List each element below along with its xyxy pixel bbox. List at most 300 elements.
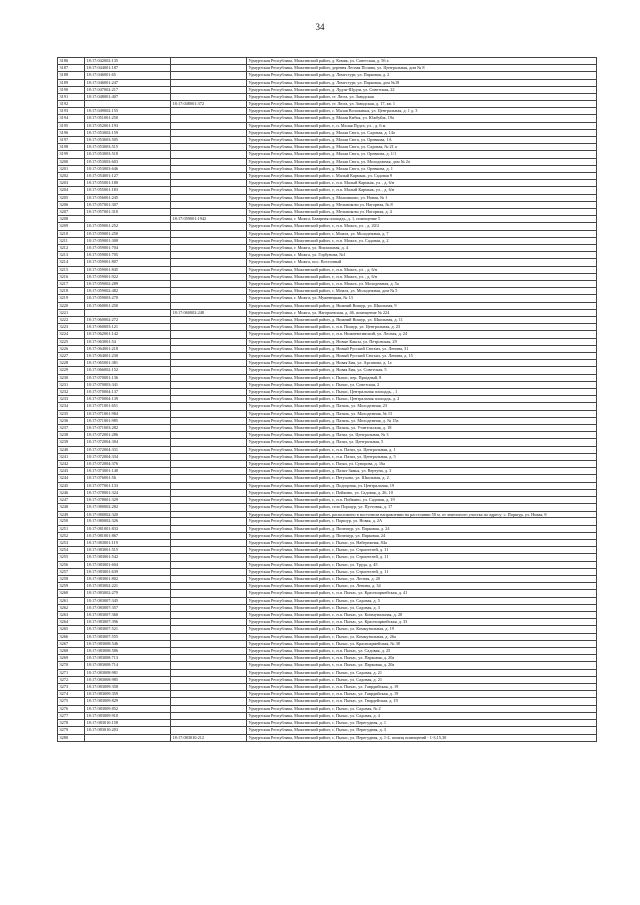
cadastral-number-cell: 18:17:060003:121 <box>85 324 171 331</box>
building-cadastral-cell: 18:17:048001:372 <box>171 101 247 108</box>
building-cadastral-cell <box>171 604 247 611</box>
cadastral-number-cell: 18:17:083007:357 <box>85 604 171 611</box>
cadastral-number-cell: 18:17:059002:289 <box>85 281 171 288</box>
row-number-cell: 3208 <box>58 216 85 223</box>
building-cadastral-cell <box>171 208 247 215</box>
cadastral-number-cell: 18:17:053003:518 <box>85 151 171 158</box>
address-cell: Удмуртская Республика, г. Можга, ул. Мужевецкая, № 13 <box>247 295 597 302</box>
building-cadastral-cell <box>171 518 247 525</box>
table-row <box>58 619 597 626</box>
address-cell: Удмуртская Республика, Можгинский район, с. Малая Воложикья, ул. Центральная, д. 1 д. 3 <box>247 108 597 115</box>
cadastral-number-cell: 18:17:059001:705 <box>85 252 171 259</box>
cadastral-number-cell: 18:17:046001:247 <box>85 79 171 86</box>
building-cadastral-cell <box>171 252 247 259</box>
building-cadastral-cell <box>171 698 247 705</box>
address-cell: Удмуртская Республика, Можгинский район, с. Пазял, ул. Суворова, д. 16а <box>247 461 597 468</box>
address-cell: Удмуртская Республика, Можгинский район, с. Можга, ул. Молодежная, дом № 5 <box>247 288 597 295</box>
row-number-cell: 3269 <box>58 655 85 662</box>
building-cadastral-cell <box>171 568 247 575</box>
address-cell: Удмуртская Республика, Можгинский район, д. Малая Сюга, ул. Оревкова, 1А <box>247 136 597 143</box>
table-row <box>58 396 597 403</box>
cadastral-number-cell: 18:17:060002:272 <box>85 317 171 324</box>
building-cadastral-cell <box>171 281 247 288</box>
cadastral-number-cell: 18:17:059001:252 <box>85 223 171 230</box>
table-row <box>58 72 597 79</box>
building-cadastral-cell <box>171 504 247 511</box>
address-cell: Удмуртская Республика, Можгинский район, д. Комяк, ул. Советская, д. 56 а <box>247 58 597 65</box>
building-cadastral-cell <box>171 590 247 597</box>
table-row <box>58 65 597 72</box>
building-cadastral-cell <box>171 187 247 194</box>
row-number-cell: 3195 <box>58 122 85 129</box>
table-row <box>58 353 597 360</box>
address-cell: Удмуртская Республика, Можгинский район, ст. Люга, ул. Заводская, д. 17, кв. 1 <box>247 101 597 108</box>
table-row <box>58 230 597 237</box>
cadastral-number-cell: 18:17:083001:515 <box>85 547 171 554</box>
cadastral-number-cell: 18:17:083009:852 <box>85 705 171 712</box>
building-cadastral-cell <box>171 576 247 583</box>
cadastral-number-cell: 18:17:083007:345 <box>85 597 171 604</box>
cadastral-number-cell <box>85 216 171 223</box>
address-cell: Удмуртская Республика, г. Можга, ул. Горбунова, №1 <box>247 252 597 259</box>
table-row <box>58 504 597 511</box>
building-cadastral-cell <box>171 338 247 345</box>
table-row <box>58 101 597 108</box>
cadastral-number-cell: 18:17:083008:586 <box>85 648 171 655</box>
row-number-cell: 3274 <box>58 691 85 698</box>
cadastral-number-cell: 18:17:080002:326 <box>85 518 171 525</box>
cadastral-number-cell: 18:17:054001:127 <box>85 172 171 179</box>
table-row <box>58 194 597 201</box>
cadastral-number-cell: 18:17:064001:230 <box>85 353 171 360</box>
table-row <box>58 223 597 230</box>
building-cadastral-cell <box>171 317 247 324</box>
building-cadastral-cell <box>171 144 247 151</box>
row-number-cell: 3196 <box>58 129 85 136</box>
row-number-cell: 3279 <box>58 727 85 734</box>
row-number-cell: 3229 <box>58 367 85 374</box>
row-number-cell: 3273 <box>58 684 85 691</box>
cadastral-number-cell: 18:17:057001:310 <box>85 208 171 215</box>
building-cadastral-cell <box>171 180 247 187</box>
row-number-cell: 3222 <box>58 317 85 324</box>
cadastral-number-cell: 18:17:071003:282 <box>85 425 171 432</box>
row-number-cell: 3241 <box>58 453 85 460</box>
cadastral-number-cell: 18:17:083008:981 <box>85 669 171 676</box>
address-cell: Удмуртская Республика, Можгинский район, д. Пазяль, ул. Молодежная, 23 <box>247 403 597 410</box>
address-cell: Удмуртская Республика, Можгинский район, д. Новый Русский Сюгаил, ул. Ленина, 31 <box>247 345 597 352</box>
cadastral-number-cell: 18:17:066002:152 <box>85 367 171 374</box>
building-cadastral-cell <box>171 626 247 633</box>
building-cadastral-cell <box>171 108 247 115</box>
row-number-cell: 3263 <box>58 612 85 619</box>
row-number-cell: 3251 <box>58 525 85 532</box>
cadastral-number-cell: 18:17:070004:137 <box>85 389 171 396</box>
cadastral-number-cell: 18:17:072004:331 <box>85 446 171 453</box>
building-cadastral-cell <box>171 201 247 208</box>
row-number-cell: 3244 <box>58 475 85 482</box>
cadastral-number-cell: 18:17:053003:603 <box>85 158 171 165</box>
cadastral-number-cell: 18:17:083001:542 <box>85 554 171 561</box>
building-cadastral-cell <box>171 439 247 446</box>
cadastral-number-cell: 18:17:049002:155 <box>85 108 171 115</box>
table-row <box>58 108 597 115</box>
row-number-cell: 3240 <box>58 446 85 453</box>
building-cadastral-cell <box>171 273 247 280</box>
building-cadastral-cell <box>171 65 247 72</box>
table-row <box>58 237 597 244</box>
address-cell: Удмуртская Республика, Можгинский район, д. Подгорная, ул. Центральная, 19 <box>247 482 597 489</box>
cadastral-number-cell: 18:17:057001:307 <box>85 201 171 208</box>
table-row <box>58 136 597 143</box>
building-cadastral-cell <box>171 345 247 352</box>
cadastral-number-cell: 18:17:059001:845 <box>85 266 171 273</box>
row-number-cell: 3186 <box>58 58 85 65</box>
address-cell: Удмуртская Республика, г. Можга, ул. Нагорьевская, д. 46, помещение № 224 <box>247 309 597 316</box>
table-row <box>58 338 597 345</box>
cadastral-number-cell: 18:17:081001:833 <box>85 525 171 532</box>
table-row <box>58 727 597 734</box>
address-cell: Удмуртская Республика, Можгинский район, д. Малая Сюга, ул. Оревкова, д. 1/1 <box>247 151 597 158</box>
address-cell: Удмуртская Республика, Можгинский район, с. Пычас, Центральная площадь, д. 2 <box>247 396 597 403</box>
table-row <box>58 655 597 662</box>
cadastral-number-cell: 18:17:059003:270 <box>85 295 171 302</box>
row-number-cell: 3256 <box>58 561 85 568</box>
cadastral-number-cell: 18:17:063001:54 <box>85 338 171 345</box>
building-cadastral-cell <box>171 129 247 136</box>
table-row <box>58 453 597 460</box>
row-number-cell: 3215 <box>58 266 85 273</box>
address-cell: Удмуртская Республика, Можгинский район, д. Пазяль, ул. Молодежная, д. № 15а <box>247 417 597 424</box>
address-cell: Удмуртская Республика, Можгинский район, с. Можга, ул. Молодежная, д. 7 <box>247 230 597 237</box>
address-cell: Удмуртская Республика, Можгинский район, с. Пычас, ул. Коммунальная, д. 19 <box>247 626 597 633</box>
cadastral-number-cell: 18:17:083008:714 <box>85 662 171 669</box>
address-cell: Удмуртская Республика, Можгинский район, г., н.п. Пычас, ул. Красноармейская, д. 41 <box>247 590 597 597</box>
address-cell: Удмуртская Республика, Можгинский район, г., н.п. Пычас, ул. Гвардейская, д. 19 <box>247 698 597 705</box>
cadastral-number-cell: 18:17:083002:221 <box>85 583 171 590</box>
building-cadastral-cell: 18:17:060002:248 <box>171 309 247 316</box>
cadastral-number-cell: 18:17:076001:56 <box>85 475 171 482</box>
address-cell: Удмуртская Республика, Можгинский район, г., п. Малая Пудга, ул. , д. 6 м <box>247 122 597 129</box>
table-row <box>58 583 597 590</box>
table-row <box>58 273 597 280</box>
building-cadastral-cell <box>171 547 247 554</box>
cadastral-number-cell: 18:17:072001:286 <box>85 432 171 439</box>
row-number-cell: 3272 <box>58 676 85 683</box>
row-number-cell: 3237 <box>58 425 85 432</box>
address-cell: Удмуртская Республика, Можгинский район, г., н.п. Малый Кармыж, ул. , д. 6/н <box>247 180 597 187</box>
cadastral-number-cell: 18:17:048001:407 <box>85 94 171 101</box>
cadastral-number-cell: 18:17:042002:135 <box>85 58 171 65</box>
table-row <box>58 58 597 65</box>
cadastral-number-cell: 18:17:070004:139 <box>85 396 171 403</box>
row-number-cell: 3225 <box>58 338 85 345</box>
row-number-cell: 3194 <box>58 115 85 122</box>
row-number-cell: 3243 <box>58 468 85 475</box>
cadastral-number-cell: 18:17:083007:555 <box>85 633 171 640</box>
table-row <box>58 532 597 539</box>
building-cadastral-cell <box>171 540 247 547</box>
address-cell: Удмуртская Республика, Можгинский район, с. Пычас, ул. Советская, 2 <box>247 381 597 388</box>
row-number-cell: 3216 <box>58 273 85 280</box>
building-cadastral-cell <box>171 158 247 165</box>
row-number-cell: 3203 <box>58 180 85 187</box>
address-cell: Удмуртская Республика, Можгинский район, д. Новая Бия, ул. Арсанова, д. 1а <box>247 360 597 367</box>
cadastral-number-cell: 18:17:083009:359 <box>85 691 171 698</box>
table-row <box>58 425 597 432</box>
cadastral-number-cell: 18:17:078001:324 <box>85 489 171 496</box>
table-row <box>58 417 597 424</box>
table-row <box>58 540 597 547</box>
cadastral-number-cell: 18:17:059002:482 <box>85 288 171 295</box>
building-cadastral-cell <box>171 468 247 475</box>
cadastral-number-cell: 18:17:053002:159 <box>85 129 171 136</box>
table-row <box>58 172 597 179</box>
building-cadastral-cell <box>171 172 247 179</box>
table-row <box>58 244 597 251</box>
row-number-cell: 3246 <box>58 489 85 496</box>
table-row <box>58 187 597 194</box>
building-cadastral-cell <box>171 353 247 360</box>
table-row <box>58 94 597 101</box>
address-cell: Удмуртская Республика, Можгинский район, с. Пойкино, ул. Садовая, д. 26, 10 <box>247 489 597 496</box>
row-number-cell: 3253 <box>58 540 85 547</box>
row-number-cell: 3189 <box>58 79 85 86</box>
building-cadastral-cell: 18:17:059001:1942 <box>171 216 247 223</box>
table-row <box>58 144 597 151</box>
table-row <box>58 489 597 496</box>
cadastral-number-cell: 18:17:080002:282 <box>85 504 171 511</box>
row-number-cell: 3233 <box>58 396 85 403</box>
building-cadastral-cell <box>171 194 247 201</box>
building-cadastral-cell <box>171 381 247 388</box>
row-number-cell: 3190 <box>58 86 85 93</box>
row-number-cell: 3191 <box>58 94 85 101</box>
building-cadastral-cell <box>171 583 247 590</box>
building-cadastral-cell <box>171 619 247 626</box>
cadastral-number-cell: 18:17:083001:604 <box>85 561 171 568</box>
table-row <box>58 79 597 86</box>
address-cell: Удмуртская Республика, Можгинский район, с. Пычас, ул. Ленина, д. 34 <box>247 583 597 590</box>
address-cell: Удмуртская Республика, Можгинский район, г., н.п. Пычас, ул. Красноармейская, д. 33 <box>247 619 597 626</box>
table-row <box>58 216 597 223</box>
cadastral-number-cell: 18:17:072004:334 <box>85 453 171 460</box>
building-cadastral-cell <box>171 432 247 439</box>
address-cell: Удмуртская Республика, Можгинский район, село Поршур, ул. Пустовая, д. 17 <box>247 504 597 511</box>
table-row <box>58 612 597 619</box>
address-cell: Удмуртская Республика, Можгинский район, с. Пычас, ул. Садовая, д. 5 <box>247 597 597 604</box>
building-cadastral-cell <box>171 525 247 532</box>
building-cadastral-cell <box>171 165 247 172</box>
row-number-cell: 3234 <box>58 403 85 410</box>
building-cadastral-cell <box>171 302 247 309</box>
address-cell: Удмуртская Республика, Можгинский район, с. Пычас, ул. Садовая, д. 21 <box>247 669 597 676</box>
row-number-cell: 3249 <box>58 511 85 518</box>
address-cell: Удмуртская Республика, Можгинский район, с. Пычас, ул. Строителей, д. 11 <box>247 568 597 575</box>
building-cadastral-cell <box>171 331 247 338</box>
table-row <box>58 345 597 352</box>
building-cadastral-cell <box>171 79 247 86</box>
row-number-cell: 3217 <box>58 281 85 288</box>
row-number-cell: 3213 <box>58 252 85 259</box>
address-cell: Удмуртская Республика, Можгинский район, с. Пычас, ул. Строителей, д. 11 <box>247 554 597 561</box>
cadastral-number-cell: 18:17:053003:646 <box>85 165 171 172</box>
row-number-cell: 3239 <box>58 439 85 446</box>
row-number-cell: 3262 <box>58 604 85 611</box>
row-number-cell: 3280 <box>58 734 85 741</box>
table-row <box>58 129 597 136</box>
table-row <box>58 468 597 475</box>
address-cell: Удмуртская Республика, Можгинский район, с. Пычас, Центральная площадь, , 1 <box>247 389 597 396</box>
address-cell: Удмуртская Республика, Можгинский район, д. Пазяль, ул. Учительская, д. 18 <box>247 425 597 432</box>
building-cadastral-cell <box>171 115 247 122</box>
building-cadastral-cell <box>171 684 247 691</box>
cadastral-number-cell: 18:17:083001:119 <box>85 540 171 547</box>
address-cell: Удмуртская Республика, Можгинский район, д. Ломесгурт, ул. Парковая, дом №18 <box>247 79 597 86</box>
building-cadastral-cell <box>171 417 247 424</box>
address-cell: Удмуртская Республика, Можгинский район, с. Пычас, ул. Садовая, № 2 <box>247 705 597 712</box>
address-cell: Удмуртская Республика, г. Можга, пос. Восточный <box>247 259 597 266</box>
building-cadastral-cell <box>171 648 247 655</box>
row-number-cell: 3209 <box>58 223 85 230</box>
row-number-cell: 3212 <box>58 244 85 251</box>
address-cell: Удмуртская Республика, г. Можга, ул. Вокзальная, д. 4 <box>247 244 597 251</box>
address-cell: Удмуртская Республика, Можгинский район, г., н.п. Нижнеюгинский, ул. Лесная, д. 24 <box>247 331 597 338</box>
building-cadastral-cell <box>171 727 247 734</box>
cadastral-number-cell: 18:17:059001:250 <box>85 230 171 237</box>
table-row <box>58 360 597 367</box>
building-cadastral-cell <box>171 655 247 662</box>
cadastral-number-cell: 18:17:083007:360 <box>85 612 171 619</box>
cadastral-number-cell: 18:17:064001:218 <box>85 345 171 352</box>
row-number-cell: 3238 <box>58 432 85 439</box>
cadastral-number-cell: 18:17:083007:396 <box>85 619 171 626</box>
registry-table-body <box>58 58 597 742</box>
row-number-cell: 3255 <box>58 554 85 561</box>
address-cell: Удмуртская Республика, Можгинский район, д. Пичешур, ул. Парковая, д. 24 <box>247 525 597 532</box>
table-row <box>58 497 597 504</box>
address-cell: Удмуртская Республика, Можгинский район, г., н.п. Пычас, ул. Парковая, д. 20а <box>247 662 597 669</box>
cadastral-number-cell: 18:17:077001:133 <box>85 482 171 489</box>
address-cell: Удмуртская Республика, Можгинский район, с. Пычас, ул. Садовая, д. 4 <box>247 712 597 719</box>
cadastral-number-cell: 18:17:083002:279 <box>85 590 171 597</box>
building-cadastral-cell <box>171 86 247 93</box>
table-row <box>58 122 597 129</box>
building-cadastral-cell <box>171 497 247 504</box>
building-cadastral-cell <box>171 633 247 640</box>
address-cell: Удмуртская Республика, Можгинский район, д. Мальчиково, ул. Новая, № 1 <box>247 194 597 201</box>
building-cadastral-cell <box>171 475 247 482</box>
table-row <box>58 151 597 158</box>
cadastral-number-cell <box>85 734 171 741</box>
table-row <box>58 158 597 165</box>
row-number-cell: 3228 <box>58 360 85 367</box>
cadastral-number-cell: 18:17:053003:505 <box>85 136 171 143</box>
building-cadastral-cell <box>171 561 247 568</box>
address-cell: Удмуртская Республика, Можгинский район, г., н.п. Пычас, ул. Садовая, д. 25 <box>247 648 597 655</box>
row-number-cell: 3207 <box>58 208 85 215</box>
cadastral-number-cell: 18:17:071001:651 <box>85 403 171 410</box>
address-cell: Удмуртская Республика, Можгинский район, с. Пычас, ул. Строителей, д. 11 <box>247 547 597 554</box>
cadastral-number-cell: 18:17:071001:984 <box>85 410 171 417</box>
building-cadastral-cell <box>171 72 247 79</box>
table-row <box>58 266 597 273</box>
address-cell: Удмуртская Республика, Можгинский район, г., н.п. Пычас, ул. Парковая, д. 20а <box>247 655 597 662</box>
building-cadastral-cell <box>171 367 247 374</box>
address-cell: Удмуртская Республика, Можгинский район, г., н.п. Пазял, ул. Центральная, д. 1 <box>247 446 597 453</box>
row-number-cell: 3199 <box>58 151 85 158</box>
row-number-cell: 3202 <box>58 172 85 179</box>
building-cadastral-cell <box>171 122 247 129</box>
building-cadastral-cell: 18:17:083010:212 <box>171 734 247 741</box>
table-row <box>58 576 597 583</box>
address-cell: Удмуртская Республика, Можгинский район, г., н.п. Пишур, ул. Центральная, д. 23 <box>247 324 597 331</box>
cadastral-number-cell: 18:17:052001:193 <box>85 122 171 129</box>
table-row <box>58 511 597 518</box>
table-row <box>58 295 597 302</box>
table-row <box>58 691 597 698</box>
table-row <box>58 115 597 122</box>
cadastral-number-cell: 18:17:059001:922 <box>85 273 171 280</box>
table-row <box>58 389 597 396</box>
row-number-cell: 3204 <box>58 187 85 194</box>
row-number-cell: 3188 <box>58 72 85 79</box>
cadastral-number-cell: 18:17:055001:183 <box>85 187 171 194</box>
row-number-cell: 3218 <box>58 288 85 295</box>
table-row <box>58 712 597 719</box>
row-number-cell: 3221 <box>58 309 85 316</box>
table-row <box>58 662 597 669</box>
row-number-cell: 3277 <box>58 712 85 719</box>
cadastral-number-cell: 18:17:073001:140 <box>85 468 171 475</box>
building-cadastral-cell <box>171 295 247 302</box>
table-row <box>58 720 597 727</box>
row-number-cell: 3227 <box>58 353 85 360</box>
building-cadastral-cell <box>171 597 247 604</box>
table-row <box>58 705 597 712</box>
table-row <box>58 734 597 741</box>
row-number-cell: 3257 <box>58 568 85 575</box>
address-cell: Удмуртская Республика, Можгинский район, с. Пычас, ул. Коммунальная, д. 26а <box>247 633 597 640</box>
row-number-cell: 3265 <box>58 626 85 633</box>
table-row <box>58 367 597 374</box>
address-cell: Удмуртская Республика, Можгинский район, с. Пычас, ул. Красноармейская, № 38 <box>247 640 597 647</box>
registry-table <box>57 57 597 742</box>
row-number-cell: 3268 <box>58 648 85 655</box>
building-cadastral-cell <box>171 244 247 251</box>
address-cell: Удмуртская Республика, Можгинский район, г., н.п. Пойкино, ул. Садовая, д. 19 <box>247 497 597 504</box>
cadastral-number-cell: 18:17:053003:515 <box>85 144 171 151</box>
cadastral-number-cell: 18:17:055001:180 <box>85 180 171 187</box>
row-number-cell: 3276 <box>58 705 85 712</box>
row-number-cell: 3197 <box>58 136 85 143</box>
cadastral-number-cell: 18:17:083010:203 <box>85 727 171 734</box>
building-cadastral-cell <box>171 324 247 331</box>
table-row <box>58 432 597 439</box>
cadastral-number-cell: 18:17:071001:985 <box>85 417 171 424</box>
building-cadastral-cell <box>171 461 247 468</box>
row-number-cell: 3247 <box>58 497 85 504</box>
address-cell: Удмуртская Республика, Можгинский район, с. Поршур, ул. Новая, д. 2А <box>247 518 597 525</box>
address-cell: Удмуртская Республика, Можгинский район, д. Пазял, ул. Центральная, № 3 <box>247 432 597 439</box>
building-cadastral-cell <box>171 151 247 158</box>
address-cell: Удмуртская Республика, Можгинский район, с. Пычас, ул. Садовая, д. 21 <box>247 676 597 683</box>
table-row <box>58 259 597 266</box>
building-cadastral-cell <box>171 712 247 719</box>
row-number-cell: 3220 <box>58 302 85 309</box>
table-row <box>58 676 597 683</box>
address-cell: Удмуртская Республика, Можгинский район, д. Малая Сюга, ул. Молодежная, дом № 2а <box>247 158 597 165</box>
